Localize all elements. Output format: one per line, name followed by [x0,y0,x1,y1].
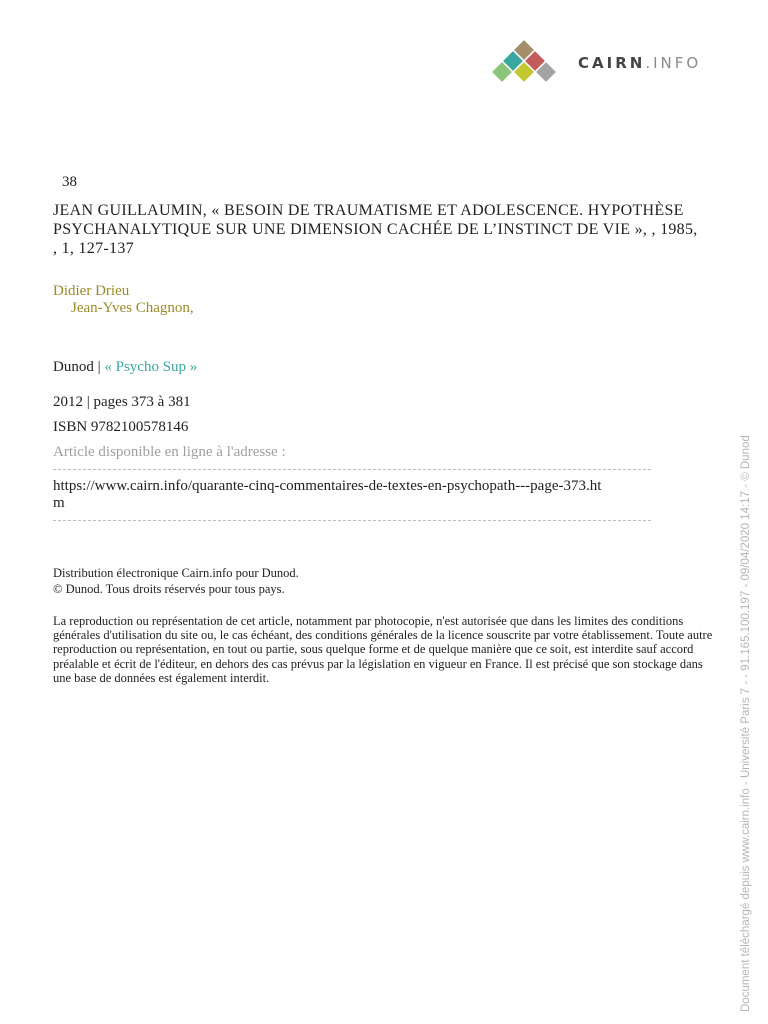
available-online-label: Article disponible en ligne à l'adresse : [53,444,286,460]
page-number: 38 [62,174,77,190]
distribution-line: Distribution électronique Cairn.info pour Dunod. [53,566,299,580]
divider [53,520,651,521]
article-title: JEAN GUILLAUMIN, « BESOIN DE TRAUMATISME ET ADOLESCENCE. HYPOTHÈSE PSYCHANALYTIQUE SUR UNE DIMENSION CACHÉE DE L’INSTINCT DE VIE », , 1985, , 1, 127-137 [53,202,698,257]
article-url-link[interactable]: https://www.cairn.info/quarante-cinq-commentaires-de-textes-en-psychopath---page-373.htm [53,478,602,511]
logo-brand: CAIRN [578,54,646,72]
author-name[interactable]: Jean-Yves Chagnon, [71,300,194,316]
collection-link[interactable]: « Psycho Sup » [104,359,198,375]
isbn: ISBN 9782100578146 [53,419,189,435]
publisher-name: Dunod [53,359,94,375]
download-watermark: Document téléchargé depuis www.cairn.info - Université Paris 7 - - 91.165.100.197 - 09/04/2020 14:17 - © Dunod [740,435,752,1012]
divider [53,469,651,470]
legal-notice: La reproduction ou représentation de cet article, notamment par photocopie, n'est autorisée que dans les limites des conditions générales d'utilisation du site ou, le cas échéant, des conditions générales de la licence souscrite par votre établissement. Toute autre reproduction ou représentation, en tout ou partie, sous quelque forme et de quelque manière que ce soit, est interdite sauf accord préalable et écrit de l'éditeur, en dehors des cas prévus par la législation en vigueur en France. Il est précisé que son stockage dans une base de données est également interdit. [53,614,713,685]
year-pages: 2012 | pages 373 à 381 [53,394,191,410]
copyright-line: © Dunod. Tous droits réservés pour tous pays. [53,582,285,596]
cairn-logo [488,40,728,90]
publisher-separator: | [93,359,105,375]
author-name[interactable]: Didier Drieu [53,283,130,299]
publisher-line [53,359,197,376]
logo-suffix: .INFO [645,54,702,72]
cairn-logo-mark [488,40,568,90]
logo-wordmark [578,54,701,72]
distribution-block [53,565,299,597]
